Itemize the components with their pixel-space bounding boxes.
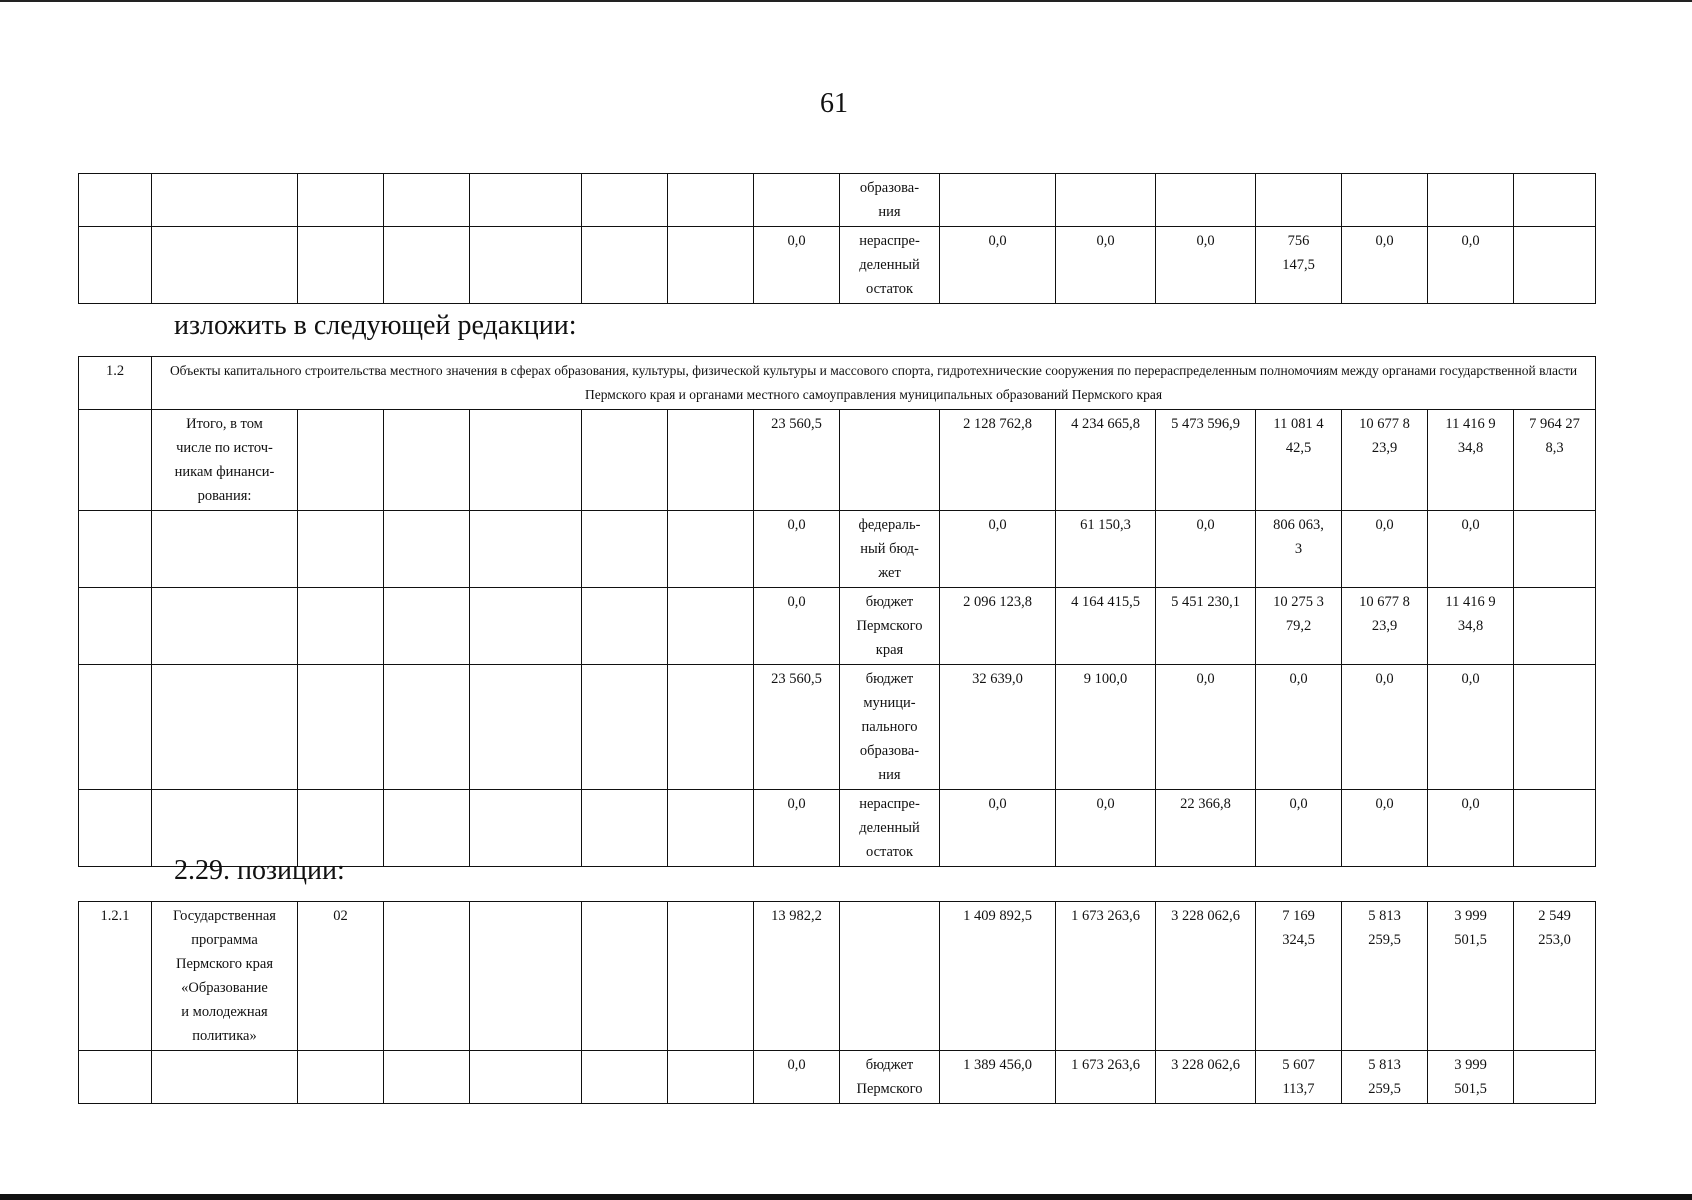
table-cell: 5 813 259,5	[1342, 902, 1428, 1051]
table-cell	[470, 790, 582, 867]
scan-edge-bottom	[0, 1194, 1692, 1200]
table-row	[79, 227, 1596, 304]
table-cell: 0,0	[1056, 790, 1156, 867]
table-cell	[470, 227, 582, 304]
scan-edge-top	[0, 0, 1692, 2]
table-row	[79, 410, 1596, 511]
table-cell	[470, 511, 582, 588]
table-cell: 0,0	[1342, 790, 1428, 867]
table-cell: 3 228 062,6	[1156, 902, 1256, 1051]
budget-table-positions	[78, 901, 1596, 1104]
table-cell	[470, 902, 582, 1051]
table-cell: бюджет Пермского	[840, 1051, 940, 1104]
table-cell: 0,0	[1156, 665, 1256, 790]
table-cell	[668, 588, 754, 665]
table-row	[79, 357, 1596, 410]
table-cell: 0,0	[1342, 511, 1428, 588]
table-cell: 32 639,0	[940, 665, 1056, 790]
table-cell	[668, 410, 754, 511]
table-cell	[152, 1051, 298, 1104]
table-cell	[470, 1051, 582, 1104]
table-cell: 22 366,8	[1156, 790, 1256, 867]
table-cell: 1 673 263,6	[1056, 902, 1156, 1051]
table-cell: 5 607 113,7	[1256, 1051, 1342, 1104]
table-cell	[582, 902, 668, 1051]
table-cell: бюджет Пермского края	[840, 588, 940, 665]
table-cell: 4 234 665,8	[1056, 410, 1156, 511]
table-cell: Итого, в том числе по источ- никам финанси- рования:	[152, 410, 298, 511]
table-cell: 1.2.1	[79, 902, 152, 1051]
table-cell: 0,0	[754, 1051, 840, 1104]
section-title: Объекты капитального строительства местного значения в сферах образования, культуры, физической культуры и массового спорта, гидротехнические сооружения по перераспределенным полномочиям между органами государственной власти Пермского края и органами местного самоуправления муниципальных образований Пермского края	[152, 357, 1596, 410]
budget-table-new-edition	[78, 356, 1596, 867]
table-cell: 11 416 9 34,8	[1428, 410, 1514, 511]
table-cell	[1514, 665, 1596, 790]
table-cell: 61 150,3	[1056, 511, 1156, 588]
table-cell	[470, 410, 582, 511]
table-cell	[754, 174, 840, 227]
table-cell: нераспре- деленный остаток	[840, 227, 940, 304]
table-cell	[79, 174, 152, 227]
positions-heading: 2.29. позиции:	[174, 855, 345, 886]
table-cell	[470, 588, 582, 665]
table-cell	[152, 174, 298, 227]
table-cell: 806 063, 3	[1256, 511, 1342, 588]
table-cell	[1514, 588, 1596, 665]
table-cell: 5 813 259,5	[1342, 1051, 1428, 1104]
table-cell: 02	[298, 902, 384, 1051]
table-cell	[79, 665, 152, 790]
table-cell	[582, 790, 668, 867]
page-number: 61	[820, 88, 848, 119]
table-cell: 2 128 762,8	[940, 410, 1056, 511]
table-row	[79, 174, 1596, 227]
table-cell	[668, 511, 754, 588]
table-cell: 756 147,5	[1256, 227, 1342, 304]
table-cell	[1514, 227, 1596, 304]
table-cell	[79, 410, 152, 511]
table-cell: 0,0	[1342, 227, 1428, 304]
table-cell	[152, 227, 298, 304]
table-cell: 0,0	[1256, 790, 1342, 867]
table-cell: образова- ния	[840, 174, 940, 227]
table-cell: 0,0	[940, 511, 1056, 588]
table-cell: 0,0	[754, 790, 840, 867]
table-cell	[668, 665, 754, 790]
table-cell: 0,0	[1428, 227, 1514, 304]
table-cell: 0,0	[1428, 511, 1514, 588]
table-cell	[298, 665, 384, 790]
table-cell	[384, 227, 470, 304]
table-cell	[384, 665, 470, 790]
table-cell	[582, 665, 668, 790]
table-cell	[79, 1051, 152, 1104]
table-cell	[668, 902, 754, 1051]
table-cell	[298, 1051, 384, 1104]
table-cell: нераспре- деленный остаток	[840, 790, 940, 867]
table-cell: 3 999 501,5	[1428, 1051, 1514, 1104]
table-cell	[668, 1051, 754, 1104]
table-cell	[1156, 174, 1256, 227]
table-cell	[79, 511, 152, 588]
table-cell: 7 964 27 8,3	[1514, 410, 1596, 511]
table-cell	[582, 227, 668, 304]
table-cell	[384, 902, 470, 1051]
table-cell: 0,0	[754, 588, 840, 665]
table-cell	[298, 174, 384, 227]
table-cell	[1514, 511, 1596, 588]
table-cell: 7 169 324,5	[1256, 902, 1342, 1051]
table-cell	[582, 588, 668, 665]
table-cell	[1342, 174, 1428, 227]
section-code: 1.2	[79, 357, 152, 410]
table-cell	[384, 1051, 470, 1104]
table-cell	[940, 174, 1056, 227]
table-cell: 9 100,0	[1056, 665, 1156, 790]
table-cell: 0,0	[1156, 511, 1256, 588]
table-cell: 0,0	[940, 227, 1056, 304]
table-cell	[152, 588, 298, 665]
table-cell	[582, 410, 668, 511]
table-cell: 0,0	[1342, 665, 1428, 790]
table-cell	[152, 665, 298, 790]
table-cell: 13 982,2	[754, 902, 840, 1051]
table-cell: 0,0	[1256, 665, 1342, 790]
amendment-heading: изложить в следующей редакции:	[174, 310, 577, 341]
table-cell	[79, 588, 152, 665]
table-cell	[298, 588, 384, 665]
table-cell	[384, 174, 470, 227]
table-cell	[79, 227, 152, 304]
table-cell: 3 999 501,5	[1428, 902, 1514, 1051]
table-cell: 0,0	[1156, 227, 1256, 304]
table-cell: 1 389 456,0	[940, 1051, 1056, 1104]
table-cell: 11 081 4 42,5	[1256, 410, 1342, 511]
table-cell: 4 164 415,5	[1056, 588, 1156, 665]
table-cell	[152, 511, 298, 588]
table-cell: 3 228 062,6	[1156, 1051, 1256, 1104]
table-row	[79, 665, 1596, 790]
table-cell: 23 560,5	[754, 410, 840, 511]
table-cell: 11 416 9 34,8	[1428, 588, 1514, 665]
table-cell: Государственная программа Пермского края «Образование и молодежная политика»	[152, 902, 298, 1051]
table-cell: 0,0	[1428, 790, 1514, 867]
table-cell: 0,0	[754, 511, 840, 588]
table-cell	[384, 410, 470, 511]
table-cell: 0,0	[1428, 665, 1514, 790]
table-cell: федераль- ный бюд- жет	[840, 511, 940, 588]
table-cell: 5 451 230,1	[1156, 588, 1256, 665]
budget-table-continuation	[78, 173, 1596, 304]
table-row	[79, 511, 1596, 588]
table-cell	[840, 902, 940, 1051]
table-cell	[1514, 790, 1596, 867]
table-cell: 10 275 3 79,2	[1256, 588, 1342, 665]
table-cell: 0,0	[754, 227, 840, 304]
table-cell	[1056, 174, 1156, 227]
table-cell	[1256, 174, 1342, 227]
table-cell	[582, 174, 668, 227]
table-cell	[384, 790, 470, 867]
table-cell	[1514, 174, 1596, 227]
table-cell	[668, 227, 754, 304]
table-row	[79, 1051, 1596, 1104]
table-cell	[470, 174, 582, 227]
table-cell: 10 677 8 23,9	[1342, 588, 1428, 665]
table-cell	[470, 665, 582, 790]
table-cell	[384, 511, 470, 588]
table-cell: 10 677 8 23,9	[1342, 410, 1428, 511]
table-row	[79, 902, 1596, 1051]
table-cell	[1514, 1051, 1596, 1104]
table-cell	[298, 511, 384, 588]
table-cell	[582, 1051, 668, 1104]
table-cell	[1428, 174, 1514, 227]
table-cell: 1 409 892,5	[940, 902, 1056, 1051]
table-cell	[384, 588, 470, 665]
table-cell	[298, 227, 384, 304]
table-cell: 2 549 253,0	[1514, 902, 1596, 1051]
table-cell	[840, 410, 940, 511]
table-cell	[668, 790, 754, 867]
table-cell: 23 560,5	[754, 665, 840, 790]
table-cell: 0,0	[940, 790, 1056, 867]
table-cell: 1 673 263,6	[1056, 1051, 1156, 1104]
table-cell: 5 473 596,9	[1156, 410, 1256, 511]
table-cell: 2 096 123,8	[940, 588, 1056, 665]
table-cell	[79, 790, 152, 867]
table-row	[79, 588, 1596, 665]
table-cell: бюджет муници- пального образова- ния	[840, 665, 940, 790]
table-cell	[582, 511, 668, 588]
table-cell	[668, 174, 754, 227]
table-cell: 0,0	[1056, 227, 1156, 304]
table-cell	[298, 410, 384, 511]
